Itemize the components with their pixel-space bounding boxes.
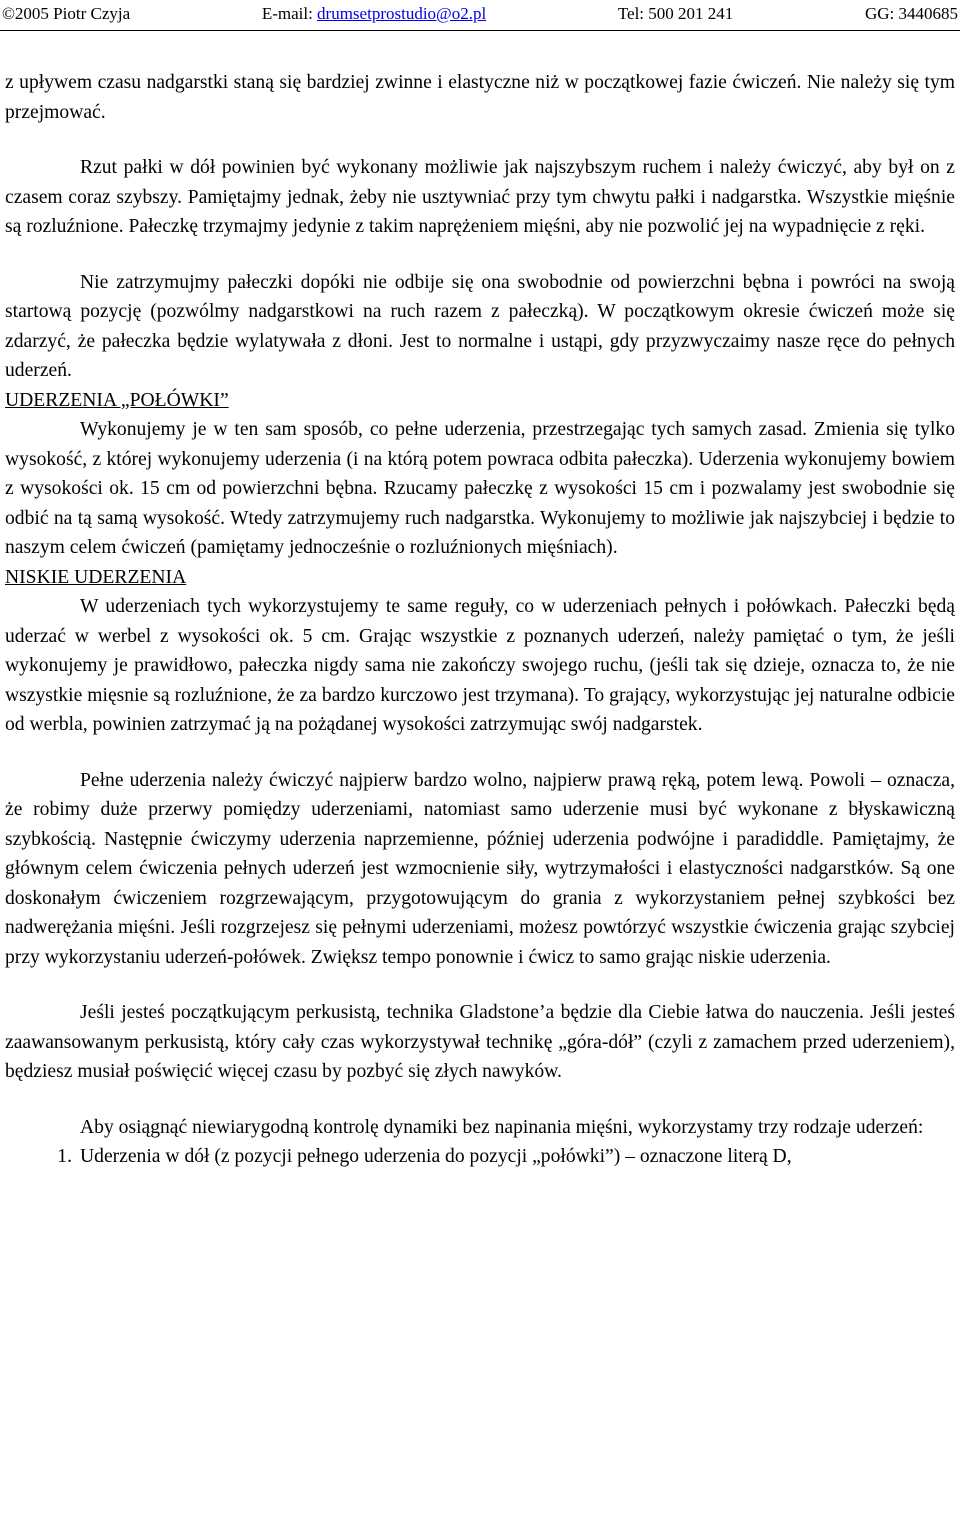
copyright-text: ©2005 Piotr Czyja <box>2 3 131 23</box>
list-item-number: 1. <box>57 1146 72 1167</box>
list-item-text: Uderzenia w dół (z pozycji pełnego uderzenia do pozycji „połówki”) – oznaczone literą D, <box>80 1146 792 1167</box>
strokes-list <box>5 1142 955 1172</box>
heading-niskie: NISKIE UDERZENIA <box>5 566 187 588</box>
paragraph-8: Aby osiągnąć niewiarygodną kontrolę dynamiki bez napinania mięśni, wykorzystamy trzy rodzaje uderzeń: <box>80 1116 924 1138</box>
paragraph-3: Nie zatrzymujmy pałeczki dopóki nie odbije się ona swobodnie od powierzchni bębna i powróci na swoją startową pozycję (pozwólmy nadgarstkowi na ruch razem z pałeczką). W początkowym okresie ćwiczeń może się zdarzyć, że pałeczka będzie wylatywała z dłoni. Jest to normalne i ustąpi, gdy przyzwyczaimy nasze ręce do pełnych uderzeń. <box>5 271 955 381</box>
paragraph-2: Rzut pałki w dół powinien być wykonany możliwie jak najszybszym ruchem i należy ćwiczyć, aby był on z czasem coraz szybszy. Pamiętajmy jednak, żeby nie usztywniać przy tym chwytu pałki i nadgarstka. Wszystkie mięśnie są rozluźnione. Pałeczkę trzymajmy jedynie z takim naprężeniem mięśni, aby nie pozwolić jej na wypadnięcie z ręki. <box>5 157 955 237</box>
paragraph-1: z upływem czasu nadgarstki staną się bardziej zwinne i elastyczne niż w początkowej fazie ćwiczeń. Nie należy się tym przejmować. <box>5 72 955 123</box>
paragraph-5: W uderzeniach tych wykorzystujemy te same reguły, co w uderzeniach pełnych i połówkach. Pałeczki będą uderzać w werbel z wysokości ok. 5 cm. Grając wszystkie z poznanych uderzeń, należy pamiętać o tym, że jeśli wykonujemy je prawidłowo, pałeczka nigdy sama nie zakończy swojego ruchu, (jeśli tak się dzieje, oznacza to, że nie wszystkie mięsnie są rozluźnione, że za bardzo kurczowo jest trzymana). To grający, wykorzystując jej naturalne odbicie od werbla, powinien zatrzymać ją na pożądanej wysokości zatrzymując swój nadgarstek. <box>5 596 955 735</box>
list-item <box>5 1142 955 1172</box>
gg-text: GG: 3440685 <box>864 3 958 23</box>
heading-polowki: UDERZENIA „POŁÓWKI” <box>5 389 229 411</box>
page-header <box>0 0 960 27</box>
paragraph-7: Jeśli jesteś początkującym perkusistą, technika Gladstone’a będzie dla Ciebie łatwa do nauczenia. Jeśli jesteś zaawansowanym perkusistą, który cały czas wykorzystywał technikę „góra-dół” (czyli z zamachem przed uderzeniem), będziesz musiał poświęcić więcej czasu by pozbyć się złych nawyków. <box>5 1002 955 1082</box>
phone-text: Tel: 500 201 241 <box>617 3 734 23</box>
paragraph-4: Wykonujemy je w ten sam sposób, co pełne uderzenia, przestrzegając tych samych zasad. Zmienia się tylko wysokość, z której wykonujemy uderzenia (i na którą potem powraca odbita pałeczka). Uderzenia wykonujemy bowiem z wysokości ok. 15 cm od powierzchni bębna. Rzucamy pałeczkę z wysokości 15 cm i pozwalamy jest swobodnie się odbić na tą samą wysokość. Wtedy zatrzymujemy ruch nadgarstka. Wykonujemy to możliwie jak najszybciej i będzie to naszym celem ćwiczeń (pamiętamy jednocześnie o rozluźnionych mięśniach). <box>5 419 955 558</box>
email-label: E-mail: <box>261 3 318 23</box>
email-link[interactable]: drumsetprostudio@o2.pl <box>317 3 487 23</box>
email-info <box>262 4 486 24</box>
header-divider <box>0 30 960 31</box>
document-body <box>5 68 955 1172</box>
paragraph-6: Pełne uderzenia należy ćwiczyć najpierw bardzo wolno, najpierw prawą ręką, potem lewą. Powoli – oznacza, że robimy duże przerwy pomiędzy uderzeniami, natomiast samo uderzenie musi być wykonane z błyskawiczną szybkością. Następnie ćwiczymy uderzenia naprzemienne, później uderzenia podwójne i paradiddle. Pamiętajmy, że głównym celem ćwiczenia pełnych uderzeń jest wzmocnienie siły, wytrzymałości i elastyczności nadgarstków. Są one doskonałym ćwiczeniem rozgrzewającym, przygotowującym do grania z wykorzystaniem pełnej szybkości bez nadwerężania mięśni. Jeśli rozgrzejesz się pełnymi uderzeniami, możesz powtórzyć wszystkie ćwiczenia grając szybciej przy wykorzystaniu uderzeń-połówek. Zwiększ tempo ponownie i ćwicz to samo grając niskie uderzenia. <box>5 769 955 968</box>
